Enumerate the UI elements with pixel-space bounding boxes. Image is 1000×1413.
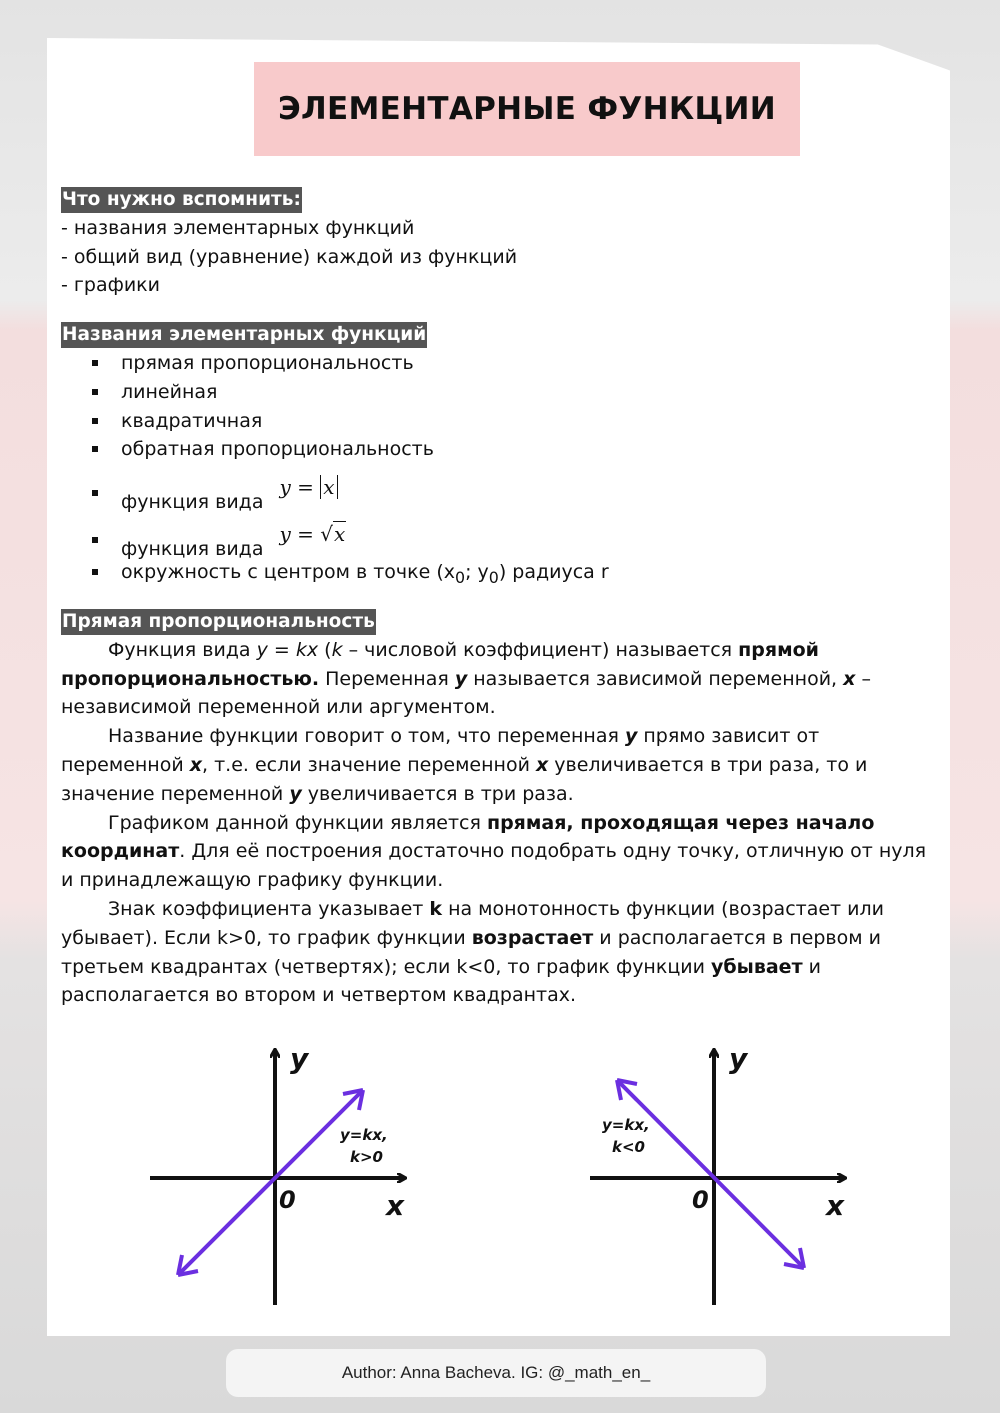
graph-note: y=kx, xyxy=(340,1126,388,1144)
direct-heading: Прямая пропорциональность xyxy=(61,609,376,635)
formula-sqrt: y = √x xyxy=(279,522,346,547)
origin-label: 0 xyxy=(279,1186,296,1214)
x-axis-label: x xyxy=(826,1189,845,1222)
list-item xyxy=(89,511,941,561)
list-item-label: функция вида xyxy=(121,538,264,561)
graph-left xyxy=(150,1042,405,1305)
paragraph-1: Функция вида y = kx (k – числовой коэффициент) называется прямой пропорциональностью. Переменная y называется зависимой переменной, x – независимой переменной или аргументом. xyxy=(61,638,871,719)
title-banner xyxy=(254,62,800,156)
paragraph-2: Название функции говорит о том, что переменная y прямо зависит от переменной x, т.е. если значение переменной x увеличивается в три раза, то и значение переменной y увеличивается в три раза. xyxy=(61,725,868,805)
author-footer xyxy=(226,1349,766,1397)
formula-abs: y = x xyxy=(280,464,338,511)
graph-right xyxy=(590,1042,845,1305)
author-credit: Author: Anna Bacheva. IG: @_math_en_ xyxy=(341,1363,651,1382)
paragraph-4: Знак коэффициента указывает k на монотонность функции (возрастает или убывает). Если k>0, то график функции возрастает и располагается в первом и третьем квадрантах (четвертях); если k<0, то график функции убывает и располагается во втором и четвертом квадрантах. xyxy=(61,897,884,1007)
recall-heading: Что нужно вспомнить: xyxy=(61,187,302,213)
recall-item: - общий вид (уравнение) каждой из функций xyxy=(61,245,518,268)
list-item: квадратичная xyxy=(89,407,941,436)
content xyxy=(61,185,941,1010)
x-axis-label: x xyxy=(386,1189,405,1222)
recall-item: - графики xyxy=(61,274,160,297)
names-heading: Названия элементарных функций xyxy=(61,322,427,348)
graph-line-decreasing xyxy=(617,1080,804,1268)
y-axis-label: y xyxy=(729,1042,748,1075)
list-item: окружность с центром в точке ($x_0$; $y_0$) радиуса r xyxy=(89,558,941,587)
list-item: прямая пропорциональность xyxy=(89,349,941,378)
origin-label: 0 xyxy=(692,1186,709,1214)
list-item-label: функция вида xyxy=(121,491,264,514)
graph-note: k>0 xyxy=(350,1148,383,1166)
list-item xyxy=(89,464,941,514)
list-item: линейная xyxy=(89,378,941,407)
paragraph-3: Графиком данной функции является прямая, проходящая через начало координат. Для её построения достаточно подобрать одну точку, отличную от нуля и принадлежащую графику функции. xyxy=(61,811,927,892)
graphs xyxy=(0,1030,1000,1320)
graph-note: k<0 xyxy=(612,1138,645,1156)
graph-line-increasing xyxy=(178,1090,363,1275)
list-item: обратная пропорциональность xyxy=(89,435,941,464)
y-axis-label: y xyxy=(290,1042,309,1075)
graph-note: y=kx, xyxy=(602,1116,650,1134)
function-names-list xyxy=(61,349,941,587)
recall-item: - названия элементарных функций xyxy=(61,216,415,239)
page-title: ЭЛЕМЕНТАРНЫЕ ФУНКЦИИ xyxy=(277,91,777,127)
